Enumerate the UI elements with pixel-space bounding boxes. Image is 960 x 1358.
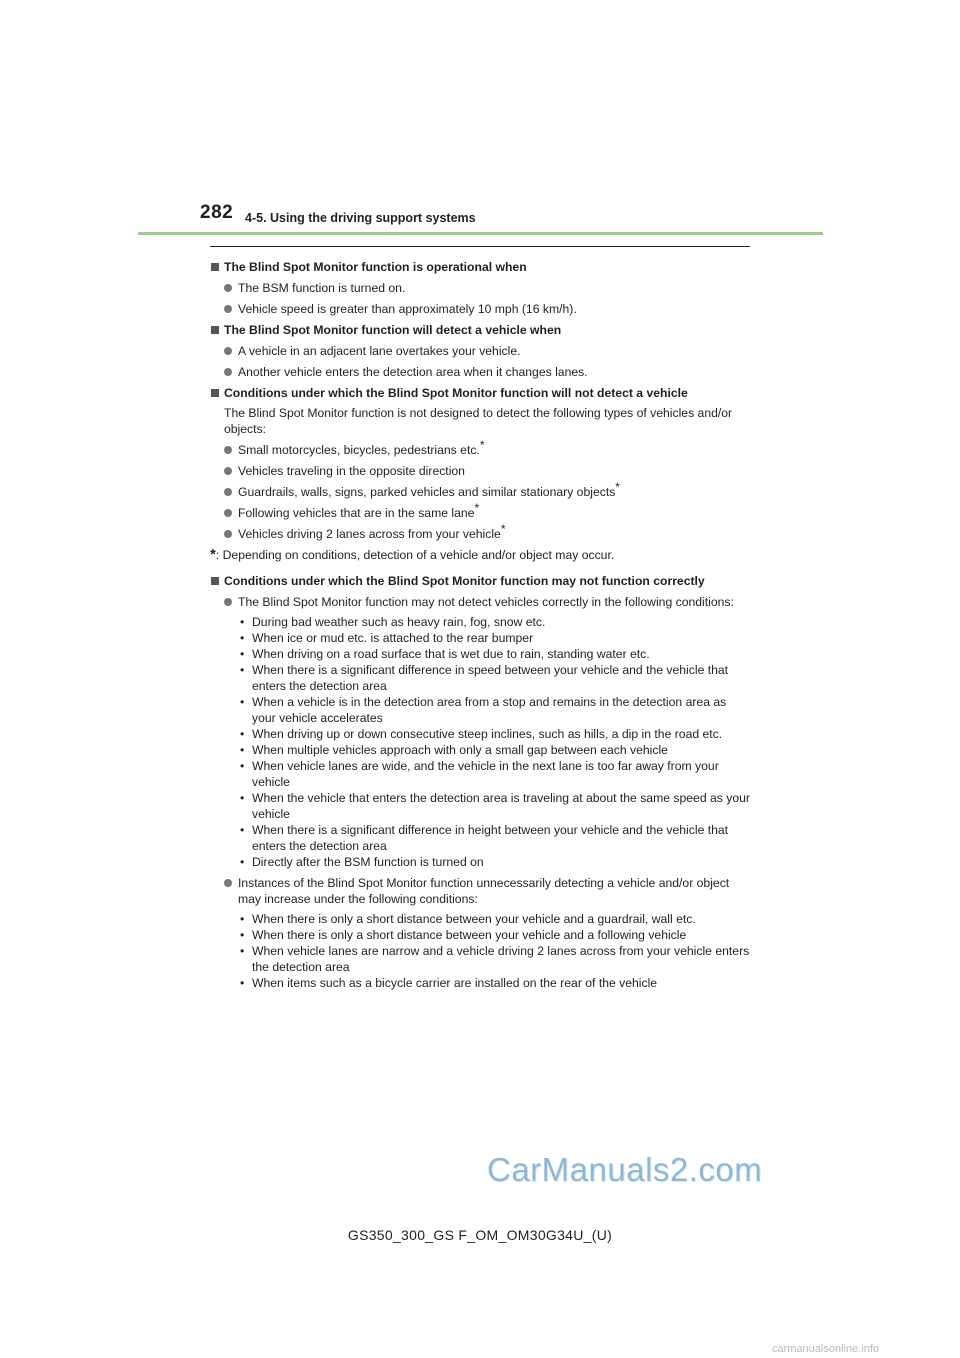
asterisk-mark: * bbox=[210, 546, 216, 563]
heading-not-detect: Conditions under which the Blind Spot Monitor function will not detect a vehicle bbox=[210, 385, 750, 401]
sub-list-item: • When vehicle lanes are wide, and the vehicle in the next lane is too far away from your vehicle bbox=[240, 759, 719, 789]
asterisk-mark: * bbox=[474, 500, 480, 515]
square-bullet-icon bbox=[211, 326, 219, 334]
list-item: Vehicle speed is greater than approximately 10 mph (16 km/h). bbox=[210, 301, 750, 317]
intro-paragraph: The Blind Spot Monitor function is not designed to detect the following types of vehicles and/or objects: bbox=[224, 406, 733, 436]
circle-bullet-icon bbox=[224, 488, 232, 496]
sub-list-item: • During bad weather such as heavy rain, fog, snow etc. bbox=[240, 615, 546, 629]
circle-bullet-icon bbox=[224, 467, 232, 475]
sub-bullet-mark: • bbox=[240, 663, 245, 677]
header-rule bbox=[138, 232, 823, 235]
heading-operational: The Blind Spot Monitor function is operational when bbox=[210, 259, 750, 275]
sub-list-item: • Directly after the BSM function is turned on bbox=[240, 855, 484, 869]
list-item: Small motorcycles, bicycles, pedestrians etc.* bbox=[210, 442, 750, 458]
content bbox=[210, 259, 750, 993]
sub-list bbox=[210, 614, 750, 870]
sub-list-item: • When vehicle lanes are narrow and a vehicle driving 2 lanes across from your vehicle enters the detection area bbox=[240, 944, 750, 974]
circle-bullet-icon bbox=[224, 598, 232, 606]
circle-bullet-icon bbox=[224, 879, 232, 887]
list-item: Following vehicles that are in the same lane* bbox=[210, 505, 750, 521]
asterisk-mark: * bbox=[500, 521, 506, 536]
list-item: Vehicles traveling in the opposite direction bbox=[210, 463, 750, 479]
list-item: Guardrails, walls, signs, parked vehicles and similar stationary objects* bbox=[210, 484, 750, 500]
list-item: Another vehicle enters the detection area when it changes lanes. bbox=[210, 364, 750, 380]
sub-list-item: • When a vehicle is in the detection area from a stop and remains in the detection area as your vehicle accelerates bbox=[240, 695, 727, 725]
sub-list-item: • When ice or mud etc. is attached to the rear bumper bbox=[240, 631, 534, 645]
sub-bullet-mark: • bbox=[240, 823, 245, 837]
sub-bullet-mark: • bbox=[240, 759, 245, 773]
sub-bullet-mark: • bbox=[240, 743, 245, 757]
sub-list-item: • When driving on a road surface that is wet due to rain, standing water etc. bbox=[240, 647, 650, 661]
heading-detect: The Blind Spot Monitor function will detect a vehicle when bbox=[210, 322, 750, 338]
asterisk-mark: * bbox=[615, 479, 620, 494]
circle-bullet-icon bbox=[224, 530, 232, 538]
sub-bullet-mark: • bbox=[240, 976, 245, 990]
sub-bullet-mark: • bbox=[240, 631, 245, 645]
section-title: 4-5. Using the driving support systems bbox=[245, 211, 476, 225]
sub-bullet-mark: • bbox=[240, 928, 245, 942]
sub-bullet-mark: • bbox=[240, 791, 245, 805]
sub-list-item: • When there is a significant difference in height between your vehicle and the vehicle that enters the detection area bbox=[240, 823, 729, 853]
watermark-url: carmanualsonline.info bbox=[772, 1343, 880, 1355]
sub-bullet-mark: • bbox=[240, 615, 245, 629]
sub-list-item: • When items such as a bicycle carrier are installed on the rear of the vehicle bbox=[240, 976, 658, 990]
watermark-logo: CarManuals2.com bbox=[487, 1151, 763, 1188]
footer-code: GS350_300_GS F_OM_OM30G34U_(U) bbox=[347, 1227, 613, 1243]
asterisk-mark: * bbox=[479, 437, 485, 452]
sub-list-item: • When there is only a short distance between your vehicle and a guardrail, wall etc. bbox=[240, 912, 696, 926]
sub-list-item: • When driving up or down consecutive steep inclines, such as hills, a dip in the road etc. bbox=[240, 727, 723, 741]
circle-bullet-icon bbox=[224, 347, 232, 355]
sub-list bbox=[210, 911, 750, 991]
sub-list-item: • When there is a significant difference in speed between your vehicle and the vehicle that enters the detection area bbox=[240, 663, 729, 693]
footnote: *: Depending on conditions, detection of a vehicle and/or object may occur. bbox=[210, 546, 615, 563]
circle-bullet-icon bbox=[224, 509, 232, 517]
content-rule bbox=[210, 246, 750, 247]
list-item: The BSM function is turned on. bbox=[210, 280, 750, 296]
list-item: Vehicles driving 2 lanes across from your vehicle* bbox=[210, 526, 750, 542]
sub-list-item: • When multiple vehicles approach with only a small gap between each vehicle bbox=[240, 743, 668, 757]
sub-bullet-mark: • bbox=[240, 695, 245, 709]
sub-list-item: • When the vehicle that enters the detection area is traveling at about the same speed as your vehicle bbox=[240, 791, 750, 821]
circle-bullet-icon bbox=[224, 446, 232, 454]
circle-bullet-icon bbox=[224, 284, 232, 292]
sub-list-item: • When there is only a short distance between your vehicle and a following vehicle bbox=[240, 928, 687, 942]
sub-bullet-mark: • bbox=[240, 855, 245, 869]
sub-bullet-mark: • bbox=[240, 647, 245, 661]
heading-not-function: Conditions under which the Blind Spot Monitor function may not function correctly bbox=[210, 573, 750, 589]
square-bullet-icon bbox=[211, 263, 219, 271]
list-item: A vehicle in an adjacent lane overtakes your vehicle. bbox=[210, 343, 750, 359]
square-bullet-icon bbox=[211, 577, 219, 585]
sub-bullet-mark: • bbox=[240, 727, 245, 741]
list-item: Instances of the Blind Spot Monitor function unnecessarily detecting a vehicle and/or object may increase under the following conditions: bbox=[210, 875, 750, 907]
circle-bullet-icon bbox=[224, 305, 232, 313]
square-bullet-icon bbox=[211, 389, 219, 397]
page-number: 282 bbox=[200, 202, 234, 223]
circle-bullet-icon bbox=[224, 368, 232, 376]
sub-bullet-mark: • bbox=[240, 912, 245, 926]
list-item: The Blind Spot Monitor function may not detect vehicles correctly in the following conditions: bbox=[210, 594, 750, 610]
sub-bullet-mark: • bbox=[240, 944, 245, 958]
